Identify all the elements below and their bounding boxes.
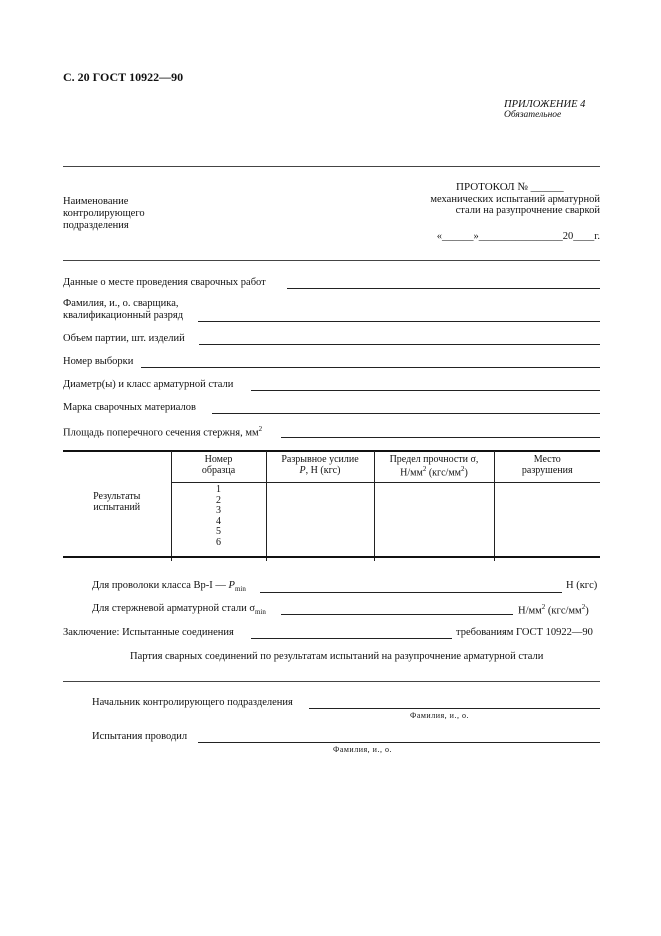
appendix-status: Обязательное (504, 110, 562, 120)
header-force: Разрывное усилие P, Н (кгс) (266, 451, 374, 483)
sample-number: 2 (216, 494, 221, 506)
field-batch-volume-line[interactable] (199, 344, 600, 345)
head-label: Начальник контролирующего подразделения (92, 697, 293, 708)
org-label: Наименование контролирующего подразделения (63, 196, 145, 231)
field-welding-materials: Марка сварочных материалов (63, 402, 196, 413)
top-rule (63, 166, 600, 167)
conclusion-line[interactable] (251, 638, 452, 639)
field-welding-place-line[interactable] (287, 288, 600, 289)
protocol-line2: стали на разупрочнение сваркой (455, 205, 600, 216)
field-welding-place: Данные о месте проведения сварочных работ (63, 277, 266, 288)
table-bottom-border (63, 556, 600, 558)
header-strength: Предел прочности σ, $Н/мм^2$ $(кгс/мм^2)$ (374, 451, 494, 483)
sample-number: 3 (216, 505, 221, 516)
field-welding-materials-line[interactable] (212, 413, 600, 414)
protocol-title: ПРОТОКОЛ № ______ (456, 181, 564, 193)
force-cell[interactable] (266, 483, 374, 561)
header-place: Место разрушения (494, 451, 600, 483)
tester-signature-line[interactable] (198, 742, 600, 743)
conclusion-requirement: требованиям ГОСТ 10922—90 (456, 627, 593, 638)
rule-2 (63, 260, 600, 261)
head-signature-line[interactable] (309, 708, 600, 709)
wire-unit: Н (кгс) (566, 580, 598, 591)
tester-caption: Фамилия, и., о. (333, 745, 392, 754)
field-welder-line1: Фамилия, и., о. сварщика, (63, 298, 179, 309)
field-sample-number-line[interactable] (141, 367, 600, 368)
conclusion-batch-line[interactable] (63, 681, 600, 682)
rod-label: Для стержневой арматурной стали $\sigma_{min}$ (92, 603, 266, 617)
sample-number: 5 (216, 526, 221, 537)
sample-number: 1 (216, 484, 221, 495)
protocol-line1: механических испытаний арматурной (430, 194, 600, 205)
appendix-title: ПРИЛОЖЕНИЕ 4 (504, 99, 586, 110)
tester-label: Испытания проводил (92, 731, 188, 742)
field-batch-volume: Объем партии, шт. изделий (63, 333, 185, 344)
field-cross-section: Площадь поперечного сечения стержня, $мм^2$ (63, 425, 263, 439)
row-label: Результаты испытаний (93, 490, 141, 513)
field-diameter-class-line[interactable] (251, 390, 600, 391)
place-cell[interactable] (494, 483, 600, 561)
header-sample: Номер образца (171, 451, 266, 483)
table-corner (63, 451, 171, 483)
conclusion-batch-text: Партия сварных соединений по результатам испытаний на разупрочнение арматурной стали (130, 651, 544, 662)
strength-cell[interactable] (374, 483, 494, 561)
field-welder-line2: квалификационный разряд (63, 310, 184, 321)
head-caption: Фамилия, и., о. (410, 711, 469, 720)
field-welder-line[interactable] (198, 321, 600, 322)
wire-value-line[interactable] (260, 592, 562, 593)
field-cross-section-line[interactable] (281, 437, 600, 438)
field-sample-number: Номер выборки (63, 356, 134, 367)
protocol-date: «______»________________20____г. (436, 231, 600, 242)
rod-unit: $Н/мм^2$ $(кгс/мм^2)$ (518, 603, 589, 617)
page-header: С. 20 ГОСТ 10922—90 (63, 70, 184, 84)
rod-value-line[interactable] (281, 614, 513, 615)
field-diameter-class: Диаметр(ы) и класс арматурной стали (63, 379, 234, 390)
sample-numbers-cell (171, 483, 266, 561)
results-table (63, 451, 600, 561)
sample-number: 4 (216, 515, 221, 527)
sample-number: 6 (216, 536, 221, 548)
wire-label: Для проволоки класса Вр-I — $P_{min}$ (92, 580, 246, 594)
conclusion-label: Заключение: Испытанные соединения (63, 627, 234, 638)
